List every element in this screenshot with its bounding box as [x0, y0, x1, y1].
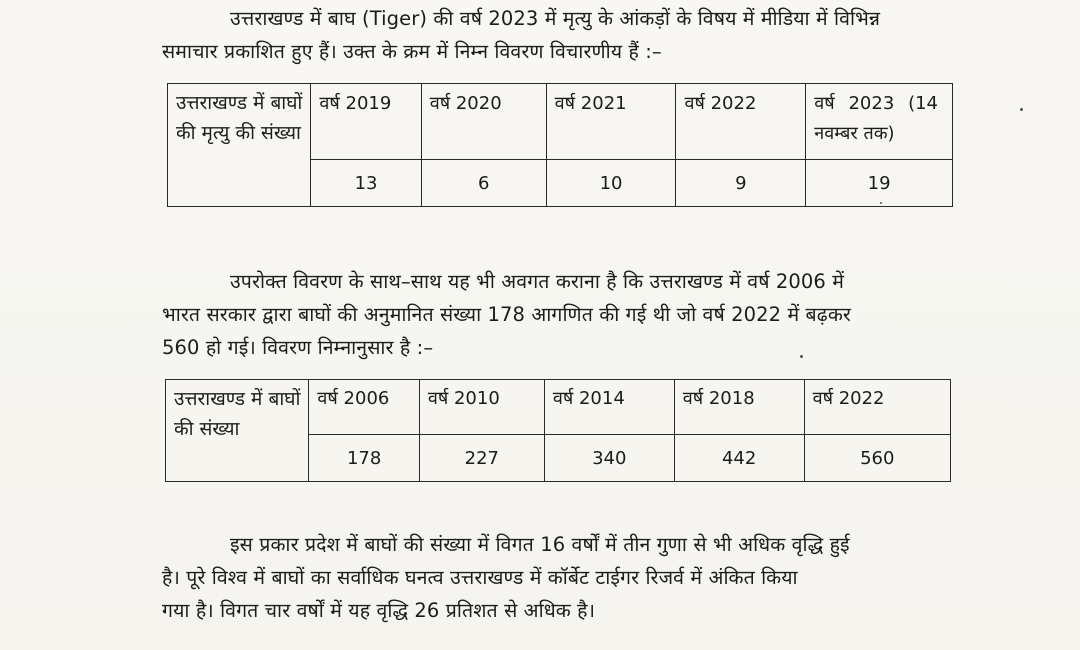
paragraph-line: 560 हो गई। विवरण निम्नानुसार है :–: [162, 336, 434, 359]
table-header-cell: वर्ष 2014: [544, 380, 674, 435]
table-header-cell: वर्ष 2006: [309, 380, 419, 435]
table-header-cell: वर्ष 2019: [311, 84, 421, 160]
tiger-population-table: [165, 379, 951, 482]
paragraph-growth-summary: [162, 528, 990, 627]
table-cell: 10: [546, 160, 676, 207]
paragraph-tiger-population-intro: [162, 265, 990, 364]
tiger-deaths-table: [167, 83, 953, 207]
table-cell: 227: [419, 435, 544, 482]
scan-speck: [1020, 108, 1023, 111]
scan-speck: [800, 355, 803, 358]
table-header-cell: वर्ष 2018: [674, 380, 804, 435]
paragraph-line: भारत सरकार द्वारा बाघों की अनुमानित संख्या 178 आगणित की गई थी जो वर्ष 2022 में बढ़कर: [162, 303, 851, 326]
table-row: [168, 84, 953, 160]
scan-speck: [880, 202, 882, 204]
table-header-cell: वर्ष 2021: [546, 84, 676, 160]
table-row-header: उत्तराखण्ड में बाघों की संख्या: [166, 380, 309, 482]
paragraph-line: है। पूरे विश्व में बाघों का सर्वाधिक घनत्व उत्तराखण्ड में कॉर्बेट टाईगर रिजर्व में अंकित किया: [162, 566, 798, 589]
table-header-cell: वर्ष 2023 (14 नवम्बर तक): [806, 84, 953, 160]
paragraph-line: समाचार प्रकाशित हुए हैं। उक्त के क्रम में निम्न विवरण विचारणीय हैं :–: [162, 40, 662, 63]
paragraph-line: इस प्रकार प्रदेश में बाघों की संख्या में विगत 16 वर्षों में तीन गुणा से भी अधिक वृद्धि हुई: [230, 533, 850, 556]
table-cell: 9: [676, 160, 806, 207]
paragraph-line: उत्तराखण्ड में बाघ (Tiger) की वर्ष 2023 में मृत्यु के आंकड़ों के विषय में मीडिया में विभिन्न: [230, 7, 881, 30]
table-cell: 340: [544, 435, 674, 482]
table-header-cell: वर्ष 2010: [419, 380, 544, 435]
table-row: [166, 380, 951, 435]
paragraph-line: उपरोक्त विवरण के साथ–साथ यह भी अवगत कराना है कि उत्तराखण्ड में वर्ष 2006 में: [230, 270, 844, 293]
table-header-cell: वर्ष 2022: [804, 380, 950, 435]
table-cell: 6: [421, 160, 546, 207]
table-cell: 19: [806, 160, 953, 207]
table-row-header: उत्तराखण्ड में बाघों की मृत्यु की संख्या: [168, 84, 311, 207]
table-header-cell: वर्ष 2022: [676, 84, 806, 160]
table-cell: 442: [674, 435, 804, 482]
table-cell: 560: [804, 435, 950, 482]
table-cell: 178: [309, 435, 419, 482]
paragraph-line: गया है। विगत चार वर्षों में यह वृद्धि 26 प्रतिशत से अधिक है।: [162, 599, 596, 622]
table-cell: 13: [311, 160, 421, 207]
paragraph-tiger-deaths-intro: [162, 2, 990, 68]
table-header-cell: वर्ष 2020: [421, 84, 546, 160]
